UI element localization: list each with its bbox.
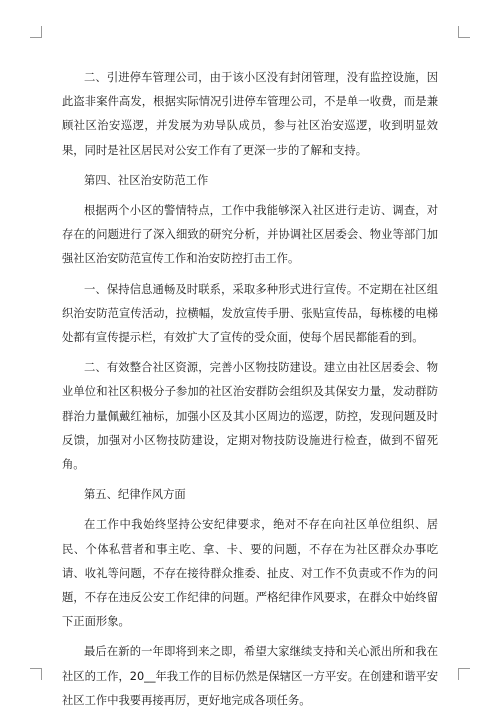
crop-mark-bottom-right [458, 668, 470, 680]
paragraph-closing: 最后在新的一年即将到来之即，希望大家继续支持和关心派出所和我在社区的工作，20__年我工作的目标仍然是保辖区一方平安。在创建和谐平安社区工作中我要再接再厉，更好地完成各项任务。 [62, 645, 438, 707]
document-body [62, 66, 438, 713]
crop-mark-top-right [458, 26, 470, 38]
paragraph-parking-management: 二、引进停车管理公司，由于该小区没有封闭管理，没有监控设施，因此盗非案件高发，根据实际情况引进停车管理公司，不是单一收费，而是兼顾社区治安巡逻，并发展为劝导队成员，参与社区治安巡逻，收到明显效果，同时是社区居民对公安工作有了更深一步的了解和支持。 [62, 71, 438, 157]
paragraph-security-research: 根据两个小区的警情特点，工作中我能够深入社区进行走访、调查，对存在的问题进行了深入细致的研究分析，并协调社区居委会、物业等部门加强社区治安防范宣传工作和治安防控打击工作。 [62, 204, 438, 266]
heading-section-five: 第五、纪律作风方面 [84, 488, 186, 502]
crop-mark-top-left [30, 26, 42, 38]
paragraph-discipline: 在工作中我始终坚持公安纪律要求，绝对不存在向社区单位组织、居民、个体私营者和事主吃、拿、卡、要的问题，不存在为社区群众办事吃请、收礼等问题，不存在接待群众推委、扯皮、对工作不负责或不作为的问题，不存在违反公安工作纪律的问题。严格纪律作风要求，在群众中始终留下正面形象。 [62, 518, 438, 629]
paragraph-resource-integration: 二、有效整合社区资源，完善小区物技防建设。建立由社区居委会、物业单位和社区积极分子参加的社区治安群防会组织及其保安力量，发动群防群治力量佩戴红袖标，加强小区及其小区周边的巡逻，防控，发现问题及时反馈，加强对小区物技防建设，定期对物技防设施进行检查，做到不留死角。 [62, 361, 438, 472]
crop-mark-bottom-left [30, 668, 42, 680]
paragraph-publicity: 一、保持信息通畅及时联系，采取多种形式进行宣传。不定期在社区组织治安防范宣传活动，拉横幅，发放宣传手册、张贴宣传品，每栋楼的电梯处都有宣传提示栏，有效扩大了宣传的受众面，使每个居民都能看的到。 [62, 282, 438, 345]
heading-section-four: 第四、社区治安防范工作 [84, 173, 209, 187]
